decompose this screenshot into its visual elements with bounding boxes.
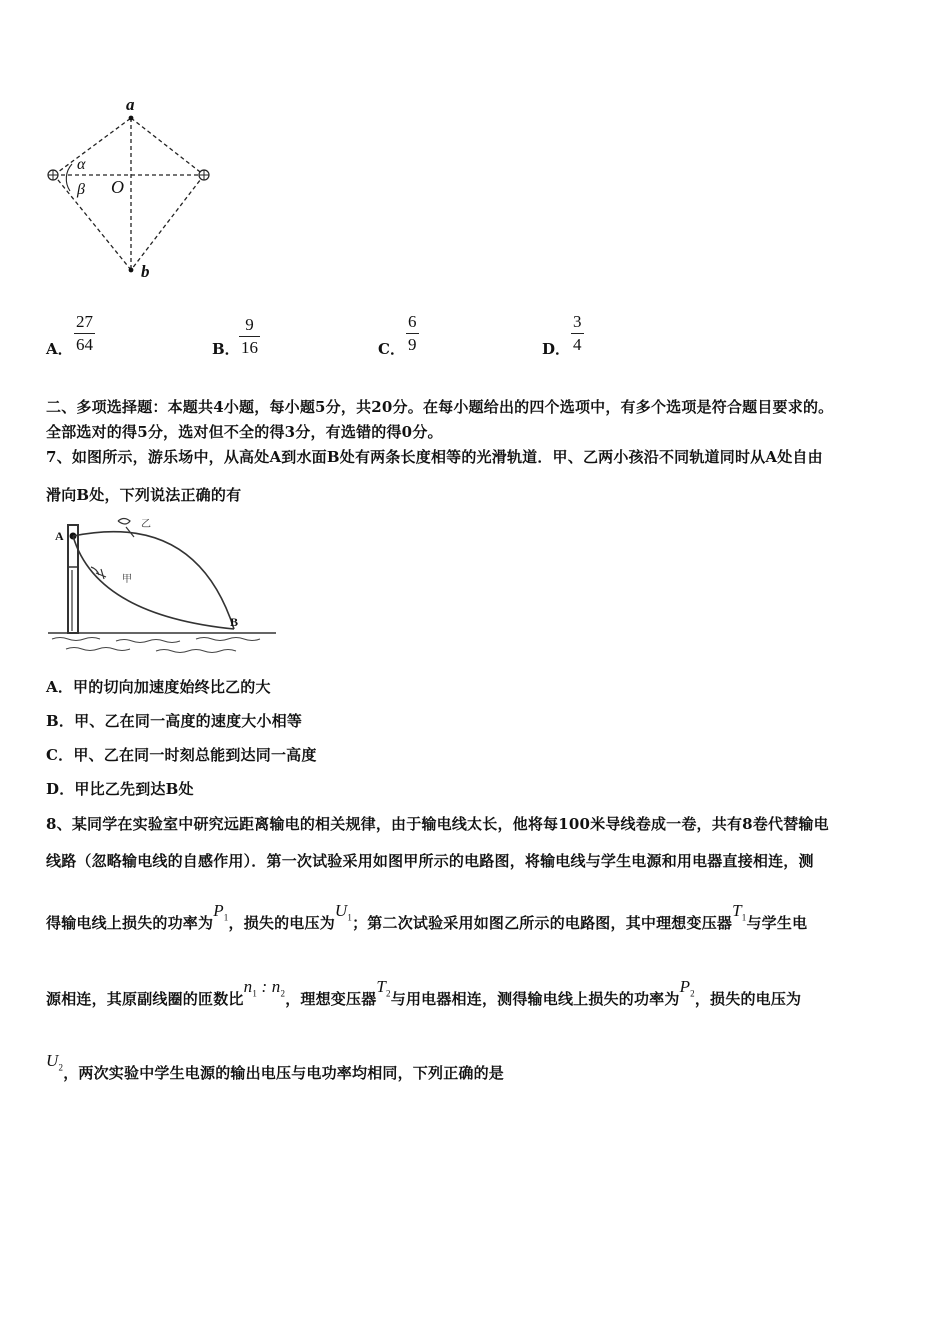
charge-diagram <box>40 95 230 290</box>
label-B: B <box>230 615 239 629</box>
u2-symbol: $U_2$ <box>46 1051 64 1073</box>
t2-symbol: $T_2$ <box>376 977 391 999</box>
q8-stem-line5: $U_2$，两次实验中学生电源的输出电压与电功率均相同，下列正确的是 <box>46 1051 504 1082</box>
q7-stem-line1: 7、如图所示，游乐场中，从高处A到水面B处有两条长度相等的光滑轨道．甲、乙两小孩沿不同轨道同时从A处自由 <box>46 448 823 466</box>
u1-symbol: $U_1$ <box>334 901 353 923</box>
choice-b-letter: B． <box>212 340 240 358</box>
label-beta: β <box>77 181 85 198</box>
label-o: O <box>111 177 124 197</box>
choice-a-letter: A． <box>46 340 73 358</box>
q8-stem-line3: 得输电线上损失的功率为$P_1$，损失的电压为$U_1$；第二次试验采用如图乙所示的电路图，其中理想变压器$T_1$与学生电 <box>46 901 808 932</box>
p1-symbol: $P_1$ <box>213 901 229 923</box>
q7-option-a[interactable]: A．甲的切向加速度始终比乙的大 <box>46 678 271 696</box>
p2-symbol: $P_2$ <box>679 977 695 999</box>
q8-stem-line4: 源相连，其原副线圈的匝数比$n_1$ : $n_2$，理想变压器$T_2$与用电器相连，测得输电线上损失的功率为$P_2$，损失的电压为 <box>46 977 802 1008</box>
q8-stem-line1: 8、某同学在实验室中研究远距离输电的相关规律，由于输电线太长，他将每100米导线卷成一卷，共有8卷代替输电 <box>46 815 829 833</box>
choice-a-fraction: 27 64 <box>76 312 93 354</box>
slide-diagram <box>46 515 278 657</box>
section2-line1: 二、多项选择题：本题共4小题，每小题5分，共20分。在每小题给出的四个选项中，有多个选项是符合题目要求的。 <box>46 398 834 416</box>
section2-line2: 全部选对的得5分，选对但不全的得3分，有选错的得0分。 <box>46 423 443 441</box>
t1-symbol: $T_1$ <box>732 901 747 923</box>
choice-d-fraction: 3 4 <box>573 312 582 354</box>
label-alpha: α <box>77 156 86 173</box>
q8-stem-line2: 线路（忽略输电线的自感作用）．第一次试验采用如图甲所示的电路图，将输电线与学生电源和用电器直接相连，测 <box>46 852 814 870</box>
choice-c-letter: C． <box>378 340 405 358</box>
label-a: a <box>126 95 135 114</box>
choice-d-letter: D． <box>542 340 571 358</box>
q7-stem-line2: 滑向B处，下列说法正确的有 <box>46 486 242 504</box>
label-jia: 甲 <box>122 574 132 585</box>
label-A: A <box>55 529 64 543</box>
choice-b-fraction: 9 16 <box>241 315 258 357</box>
q7-option-b[interactable]: B．甲、乙在同一高度的速度大小相等 <box>46 712 303 730</box>
q7-option-d[interactable]: D．甲比乙先到达B处 <box>46 780 194 798</box>
turns-ratio: $n_1$ : $n_2$ <box>243 977 286 999</box>
q7-option-c[interactable]: C．甲、乙在同一时刻总能到达同一高度 <box>46 746 317 764</box>
label-yi: 乙 <box>141 519 151 530</box>
choice-c-fraction: 6 9 <box>408 312 417 354</box>
label-b: b <box>141 262 150 281</box>
